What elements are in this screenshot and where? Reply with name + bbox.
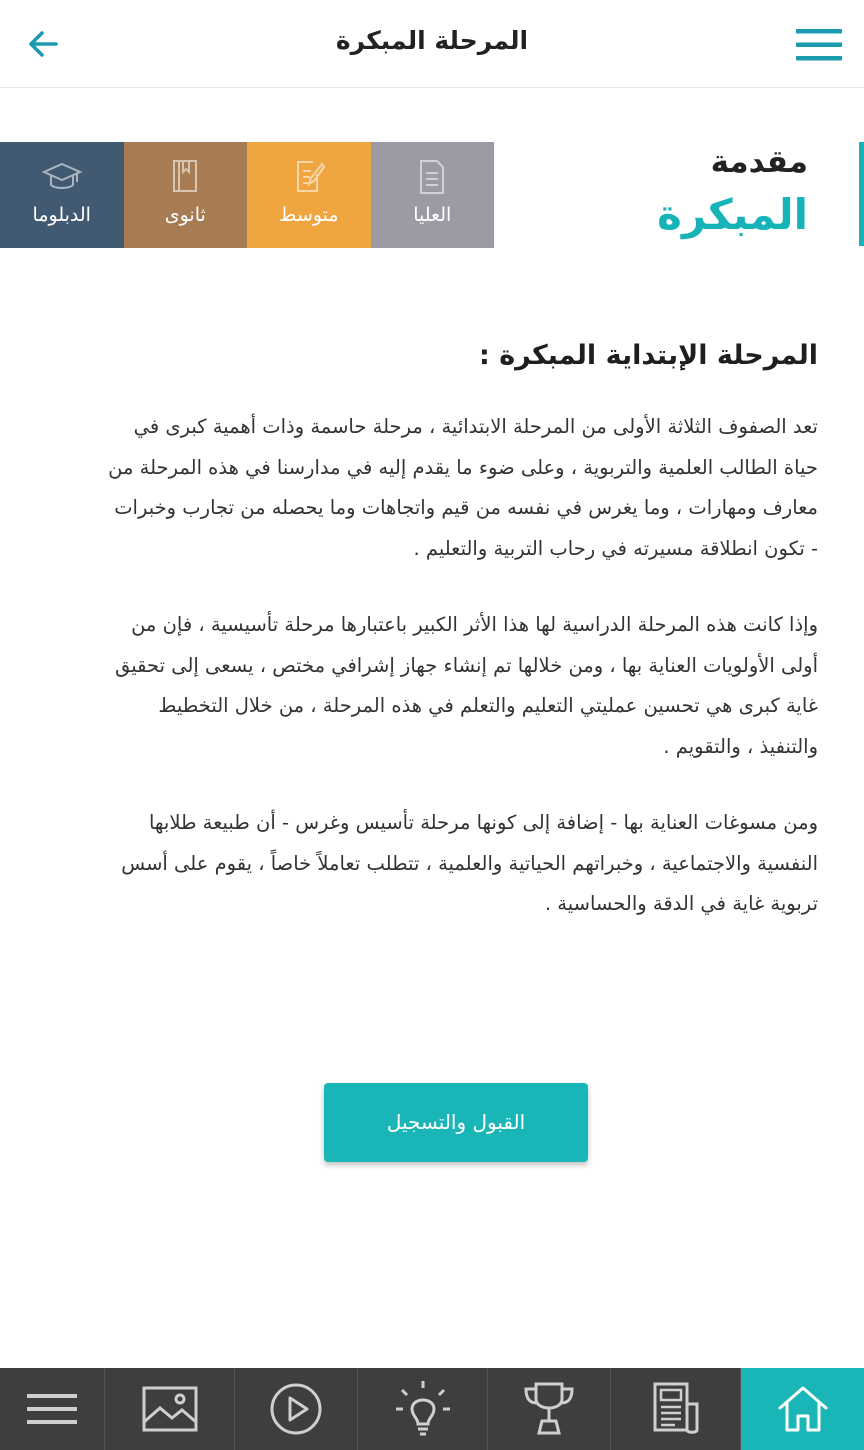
book-icon	[165, 158, 205, 196]
nav-home[interactable]	[741, 1368, 864, 1450]
bottom-navigation	[0, 1368, 864, 1450]
page-title: المرحلة المبكرة	[335, 26, 529, 55]
nav-ideas[interactable]	[358, 1368, 488, 1450]
level-tabs	[0, 142, 494, 248]
tab-label: متوسط	[278, 204, 339, 226]
article-heading: المرحلة الإبتداية المبكرة :	[479, 340, 818, 371]
app-header	[0, 0, 864, 88]
nav-news[interactable]	[611, 1368, 741, 1450]
article-paragraph: وإذا كانت هذه المرحلة الدراسية لها هذا الأثر الكبير باعتبارها مرحلة تأسيسية ، فإن من أولى الأولويات العناية بها ، ومن خلالها تم إنشاء جهاز إشرافي مختص ، يسعى إلى تحقيق غاية كبرى هي تحسين عمليتي التعليم والتعلم في هذه المرحلة ، من خلال التخطيط والتنفيذ ، والتقويم .	[115, 613, 818, 758]
nav-gallery[interactable]	[105, 1368, 235, 1450]
section-heading: المبكرة	[657, 190, 808, 239]
tab-label: الدبلوما	[32, 204, 91, 226]
edit-document-icon	[289, 158, 329, 196]
admission-registration-button[interactable]: القبول والتسجيل	[324, 1083, 588, 1162]
accent-bar	[859, 142, 864, 246]
article-paragraph: ومن مسوغات العناية بها - إضافة إلى كونها مرحلة تأسيس وغرس - أن طبيعة طلابها النفسية والاجتماعية ، وخبراتهم الحياتية والعلمية ، تتطلب تعاملاً خاصاً ، يقوم على أسس تربوية غاية في الدقة والحساسية .	[121, 811, 818, 915]
article-paragraph: تعد الصفوف الثلاثة الأولى من المرحلة الابتدائية ، مرحلة حاسمة وذات أهمية كبرى في حياة الطالب العلمية والتربوية ، وعلى ضوء ما يقدم إليه في مدارسنا في هذه المرحلة من معارف ومهارات ، وما يغرس في نفسه من قيم واتجاهات وما يحصله من تجارب وخبرات - تكون انطلاقة مسيرته في رحاب التربية والتعليم .	[108, 415, 818, 560]
tab-diploma[interactable]	[0, 142, 124, 248]
section-title	[504, 142, 864, 246]
menu-icon	[27, 1391, 77, 1427]
document-icon	[412, 158, 452, 196]
tab-secondary[interactable]	[124, 142, 248, 248]
article-content	[108, 340, 818, 961]
graduation-cap-icon	[42, 158, 82, 196]
newspaper-icon	[651, 1382, 701, 1436]
tab-higher[interactable]	[371, 142, 495, 248]
nav-menu[interactable]	[0, 1368, 105, 1450]
tab-intermediate[interactable]	[247, 142, 371, 248]
hamburger-menu-icon[interactable]	[796, 26, 842, 64]
tab-label: العليا	[413, 204, 452, 226]
tab-label: ثانوى	[164, 204, 206, 226]
section-subtitle: مقدمة	[710, 144, 808, 180]
home-icon	[776, 1384, 830, 1434]
image-icon	[142, 1386, 198, 1432]
lightbulb-icon	[394, 1379, 452, 1439]
play-icon	[269, 1382, 323, 1436]
trophy-icon	[522, 1381, 576, 1437]
nav-videos[interactable]	[235, 1368, 358, 1450]
nav-achievements[interactable]	[488, 1368, 611, 1450]
